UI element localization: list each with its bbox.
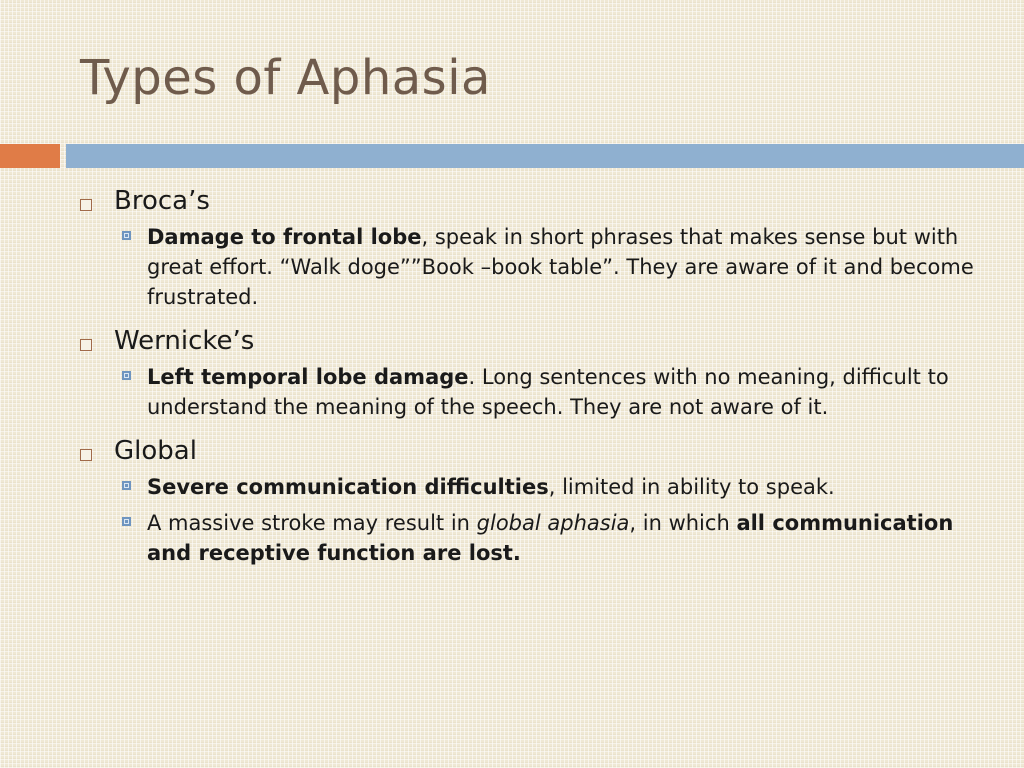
bullet-brocas: [80, 186, 980, 216]
bullet-wernickes: [80, 326, 980, 356]
bold-text: Left temporal lobe damage: [147, 365, 469, 389]
heading-wernickes: Wernicke’s: [114, 326, 255, 356]
sub-bullet-text: [147, 362, 980, 422]
italic-text: global aphasia: [476, 511, 630, 535]
plain-text: A massive stroke may result in: [147, 511, 477, 535]
square-bullet-icon: [80, 449, 92, 461]
plain-text: , speak in short phrases that makes sense but with great effort. “Walk doge””Book –book table”. They are aware of it and become frustrated.: [147, 225, 974, 309]
sub-bullet-wernickes-1: [122, 362, 980, 422]
heading-brocas: Broca’s: [114, 186, 210, 216]
accent-bar-blue: [66, 144, 1024, 168]
sub-bullet-global-2: [122, 508, 980, 568]
bold-text: Severe communication difficulties: [147, 475, 549, 499]
heading-global: Global: [114, 436, 197, 466]
plain-text: , limited in ability to speak.: [548, 475, 835, 499]
square-bullet-icon: [122, 231, 131, 240]
sub-bullet-global-1: [122, 472, 980, 502]
plain-text: , in which: [629, 511, 737, 535]
sub-bullet-text: [147, 222, 980, 312]
bold-text: all communication and receptive function are lost.: [147, 511, 954, 565]
sub-bullet-text: [147, 508, 980, 568]
slide-content: [80, 182, 980, 568]
sub-bullet-text: [147, 472, 980, 502]
plain-text: . Long sentences with no meaning, difficult to understand the meaning of the speech. They are not aware of it.: [147, 365, 949, 419]
slide-title: Types of Aphasia: [80, 50, 491, 106]
accent-bar-orange: [0, 144, 60, 168]
square-bullet-icon: [122, 481, 131, 490]
square-bullet-icon: [122, 371, 131, 380]
square-bullet-icon: [80, 339, 92, 351]
bullet-global: [80, 436, 980, 466]
square-bullet-icon: [122, 517, 131, 526]
sub-bullet-brocas-1: [122, 222, 980, 312]
square-bullet-icon: [80, 199, 92, 211]
bold-text: Damage to frontal lobe: [147, 225, 422, 249]
